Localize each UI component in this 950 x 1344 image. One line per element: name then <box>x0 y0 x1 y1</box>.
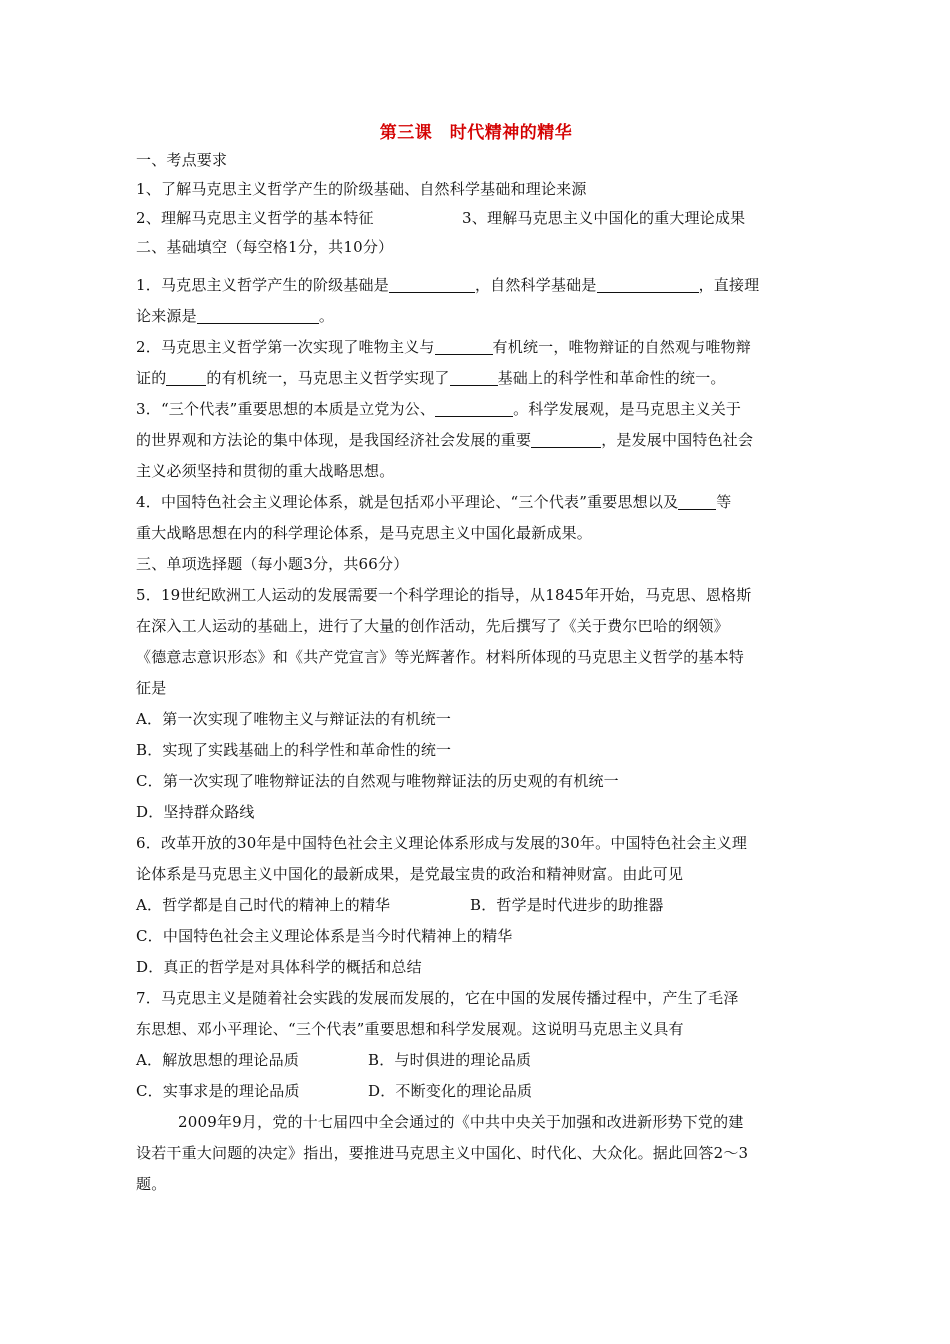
q2-line-2: 证的 的有机统一，马克思主义哲学实现了 基础上的科学性和革命性的统一。 <box>136 369 726 387</box>
q6-line-1: 6．改革开放的30年是中国特色社会主义理论体系形成与发展的30年。中国特色社会主义理 <box>136 834 748 852</box>
blank-5[interactable] <box>166 369 206 386</box>
q6-option-c[interactable]: C．中国特色社会主义理论体系是当今时代精神上的精华 <box>136 927 513 945</box>
requirement-row-2 <box>136 204 816 233</box>
q5-line-2: 在深入工人运动的基础上，进行了大量的创作活动，先后撰写了《关于费尔巴哈的纲领》 <box>136 617 729 635</box>
q7-option-a[interactable]: A．解放思想的理论品质 <box>136 1051 300 1069</box>
q5-line-4: 征是 <box>136 679 167 697</box>
q2-line-1: 2．马克思主义哲学第一次实现了唯物主义与 有机统一，唯物辩证的自然观与唯物辩 <box>136 338 751 356</box>
q3-line-2: 的世界观和方法论的集中体现，是我国经济社会发展的重要 ，是发展中国特色社会 <box>136 431 754 449</box>
q5-option-b[interactable]: B．实现了实践基础上的科学性和革命性的统一 <box>136 741 452 759</box>
material-line-3: 题。 <box>136 1175 167 1193</box>
q3-line-3: 主义必须坚持和贯彻的重大战略思想。 <box>136 462 395 480</box>
blank-4[interactable] <box>435 338 493 355</box>
q6-line-2: 论体系是马克思主义中国化的最新成果，是党最宝贵的政治和精神财富。由此可见 <box>136 865 684 883</box>
q4-line-1: 4．中国特色社会主义理论体系，就是包括邓小平理论、“三个代表”重要思想以及 等 <box>136 493 732 511</box>
section-heading-fill: 二、基础填空（每空格1分，共10分） <box>136 238 394 256</box>
q6-option-d[interactable]: D．真正的哲学是对具体科学的概括和总结 <box>136 958 422 976</box>
q6-option-b[interactable]: B．哲学是时代进步的助推器 <box>470 896 664 914</box>
document-page <box>136 120 816 1200</box>
q7-option-c[interactable]: C．实事求是的理论品质 <box>136 1082 300 1100</box>
blank-8[interactable] <box>531 431 601 448</box>
q7-options-row-2 <box>136 1076 816 1107</box>
blank-6[interactable] <box>450 369 498 386</box>
blank-7[interactable] <box>435 400 513 417</box>
section-heading-requirements: 一、考点要求 <box>136 151 228 169</box>
q6-option-a[interactable]: A．哲学都是自己时代的精神上的精华 <box>136 896 391 914</box>
q3-line-1: 3．“三个代表”重要思想的本质是立党为公、 。科学发展观，是马克思主义关于 <box>136 400 742 418</box>
section-heading-choice: 三、单项选择题（每小题3分，共66分） <box>136 555 409 573</box>
q5-line-1: 5．19世纪欧洲工人运动的发展需要一个科学理论的指导，从1845年开始，马克思、恩格斯 <box>136 586 752 604</box>
q7-option-d[interactable]: D．不断变化的理论品质 <box>368 1082 533 1100</box>
material-line-1: 2009年9月，党的十七届四中全会通过的《中共中央关于加强和改进新形势下党的建 <box>178 1113 744 1131</box>
blank-2[interactable] <box>597 276 699 293</box>
requirement-1: 1、了解马克思主义哲学产生的阶级基础、自然科学基础和理论来源 <box>136 180 587 198</box>
q5-option-c[interactable]: C．第一次实现了唯物辩证法的自然观与唯物辩证法的历史观的有机统一 <box>136 772 619 790</box>
blank-1[interactable] <box>389 276 475 293</box>
q5-line-3: 《德意志意识形态》和《共产党宣言》等光辉著作。材料所体现的马克思主义哲学的基本特 <box>136 648 745 666</box>
q5-option-d[interactable]: D．坚持群众路线 <box>136 803 255 821</box>
page-title: 第三课 时代精神的精华 <box>379 123 573 143</box>
q7-line-1: 7．马克思主义是随着社会实践的发展而发展的，它在中国的发展传播过程中，产生了毛泽 <box>136 989 739 1007</box>
q5-option-a[interactable]: A．第一次实现了唯物主义与辩证法的有机统一 <box>136 710 452 728</box>
q1-line-2: 论来源是 。 <box>136 307 335 325</box>
blank-3[interactable] <box>197 307 319 324</box>
q7-option-b[interactable]: B．与时俱进的理论品质 <box>368 1051 532 1069</box>
requirement-2: 2、理解马克思主义哲学的基本特征 <box>136 209 374 227</box>
material-line-2: 设若干重大问题的决定》指出，要推进马克思主义中国化、时代化、大众化。据此回答2～3 <box>136 1144 749 1162</box>
requirement-3: 3、理解马克思主义中国化的重大理论成果 <box>462 209 746 227</box>
blank-9[interactable] <box>678 493 716 510</box>
q6-options-row-1 <box>136 890 816 921</box>
q1-line-1: 1．马克思主义哲学产生的阶级基础是 ，自然科学基础是 ，直接理 <box>136 276 760 294</box>
q7-line-2: 东思想、邓小平理论、“三个代表”重要思想和科学发展观。这说明马克思主义具有 <box>136 1020 684 1038</box>
q7-options-row-1 <box>136 1045 816 1076</box>
q4-line-2: 重大战略思想在内的科学理论体系，是马克思主义中国化最新成果。 <box>136 524 593 542</box>
